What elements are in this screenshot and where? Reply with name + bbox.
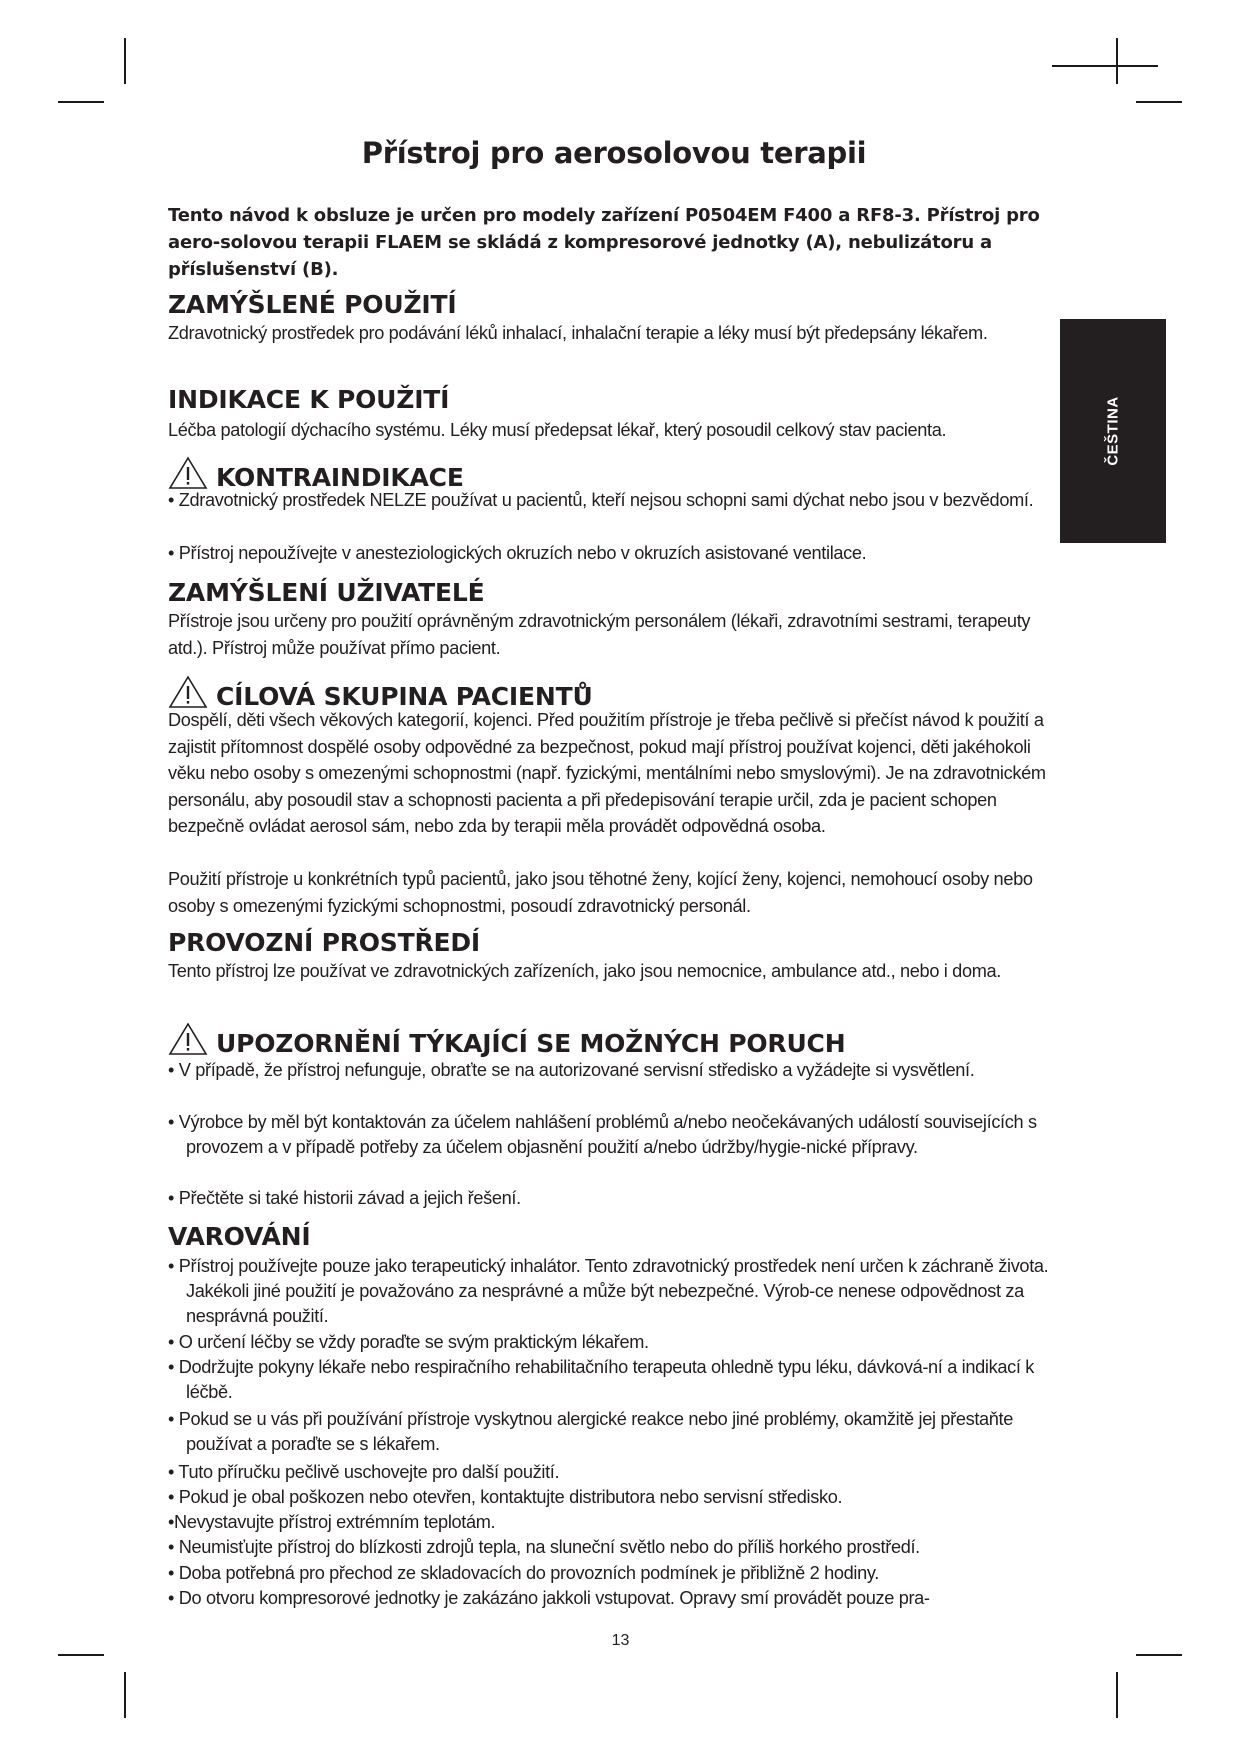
heading-patient-group (168, 675, 593, 711)
heading-patient-group-label: CÍLOVÁ SKUPINA PACIENTŮ (216, 682, 593, 711)
list-item: • Přístroj nepoužívejte v anesteziologických okruzích nebo v okruzích asistované ventilace. (168, 541, 1060, 566)
crop-mark (124, 38, 126, 84)
intro-paragraph: Tento návod k obsluze je určen pro modely zařízení P0504EM F400 a RF8-3. Přístroj pro aero-solovou terapii FLAEM se skládá z kompresorové jednotky (A), nebulizátoru a příslušenství (B). (168, 205, 1040, 280)
warning-triangle-icon (168, 1022, 208, 1056)
crop-mark (124, 1672, 126, 1718)
heading-intended-users: ZAMÝŠLENÍ UŽIVATELÉ (168, 578, 485, 607)
crop-mark (1136, 1654, 1182, 1656)
list-item: • Přečtěte si také historii závad a jejich řešení. (168, 1186, 1060, 1211)
heading-contraindications-label: KONTRAINDIKACE (216, 463, 464, 492)
crop-mark (1116, 38, 1118, 84)
environment-text: Tento přístroj lze používat ve zdravotnických zařízeních, jako jsou nemocnice, ambulance atd., nebo i doma. (168, 961, 1001, 981)
list-item: • Doba potřebná pro přechod ze skladovacích do provozních podmínek je přibližně 2 hodiny. (168, 1561, 1060, 1586)
patient-group-text-2: Použití přístroje u konkrétních typů pacientů, jako jsou těhotné ženy, kojící ženy, kojenci, nemohoucí osoby nebo osoby s omezenými fyzickými schopnostmi, posoudí zdravotnický personál. (168, 869, 1033, 916)
heading-indications: INDIKACE K POUŽITÍ (168, 385, 450, 414)
list-item: • Do otvoru kompresorové jednotky je zakázáno jakkoli vstupovat. Opravy smí provádět pouze pra- (168, 1586, 1060, 1611)
intended-users-text: Přístroje jsou určeny pro použití oprávněným zdravotnickým personálem (lékaři, zdravotními sestrami, terapeuty atd.). Přístroj může používat přímo pacient. (168, 611, 1031, 658)
crop-mark (58, 101, 104, 103)
language-tab (1060, 319, 1166, 543)
list-item: • Neumisťujte přístroj do blízkosti zdrojů tepla, na sluneční světlo nebo do příliš horkého prostředí. (168, 1535, 1060, 1560)
page-title: Přístroj pro aerosolovou terapii (361, 136, 867, 170)
heading-malfunction-label: UPOZORNĚNÍ TÝKAJÍCÍ SE MOŽNÝCH PORUCH (216, 1029, 846, 1058)
warning-triangle-icon (168, 675, 208, 709)
crop-mark (1136, 101, 1182, 103)
list-item: • Dodržujte pokyny lékaře nebo respiračního rehabilitačního terapeuta ohledně typu léku, dávková-ní a indikací k léčbě. (168, 1355, 1060, 1405)
list-item: • Zdravotnický prostředek NELZE používat u pacientů, kteří nejsou schopni sami dýchat nebo jsou v bezvědomí. (168, 488, 1060, 513)
crop-mark (1116, 1672, 1118, 1718)
page-number: 13 (611, 1632, 630, 1649)
list-item: • Výrobce by měl být kontaktován za účelem nahlášení problémů a/nebo neočekávaných událostí souvisejících s provozem a v případě potřeby za účelem objasnění použití a/nebo údržby/hygie-nické přípravy. (168, 1110, 1060, 1160)
heading-contraindications (168, 456, 464, 492)
heading-environment: PROVOZNÍ PROSTŘEDÍ (168, 928, 481, 957)
list-item: • Přístroj používejte pouze jako terapeutický inhalátor. Tento zdravotnický prostředek není určen k záchraně života. Jakékoli jiné použití je považováno za nesprávné a může být nebezpečné. Výrob-ce nenese odpovědnost za nesprávná použití. (168, 1254, 1060, 1329)
crop-mark (58, 1654, 104, 1656)
list-item: • Tuto příručku pečlivě uschovejte pro další použití. (168, 1460, 1060, 1485)
list-item: • Pokud je obal poškozen nebo otevřen, kontaktujte distributora nebo servisní středisko. (168, 1485, 1060, 1510)
crop-mark (1052, 65, 1158, 67)
list-item: • O určení léčby se vždy poraďte se svým praktickým lékařem. (168, 1330, 1060, 1355)
heading-malfunction (168, 1022, 845, 1058)
list-item: • Pokud se u vás při používání přístroje vyskytnou alergické reakce nebo jiné problémy, okamžitě jej přestaňte používat a poraďte se s lékařem. (168, 1407, 1060, 1457)
indications-text: Léčba patologií dýchacího systému. Léky musí předepsat lékař, který posoudil celkový stav pacienta. (168, 420, 947, 440)
intended-use-text: Zdravotnický prostředek pro podávání léků inhalací, inhalační terapie a léky musí být předepsány lékařem. (168, 323, 988, 343)
list-item: • Nevystavujte přístroj extrémním teplotám. (168, 1510, 1060, 1535)
language-tab-label: ČEŠTINA (1104, 396, 1122, 466)
list-item: • V případě, že přístroj nefunguje, obraťte se na autorizované servisní středisko a vyžádejte si vysvětlení. (168, 1058, 1060, 1083)
warning-triangle-icon (168, 456, 208, 490)
heading-intended-use: ZAMÝŠLENÉ POUŽITÍ (168, 290, 457, 319)
patient-group-text: Dospělí, děti všech věkových kategorií, kojenci. Před použitím přístroje je třeba pečlivě si přečíst návod k použití a zajistit přítomnost dospělé osoby odpovědné za bezpečnost, pokud mají přístroj používat kojenci, děti jakéhokoli věku nebo osoby s omezenými schopnostmi (např. fyzickými, mentálními nebo smyslovými). Je na zdravotnickém personálu, aby posoudil stav a schopnosti pacienta a při předepisování terapie určil, zda je pacient schopen bezpečně ovládat aerosol sám, nebo zda by terapii měla provádět odpovědná osoba. (168, 710, 1046, 836)
heading-warnings: VAROVÁNÍ (168, 1222, 311, 1251)
